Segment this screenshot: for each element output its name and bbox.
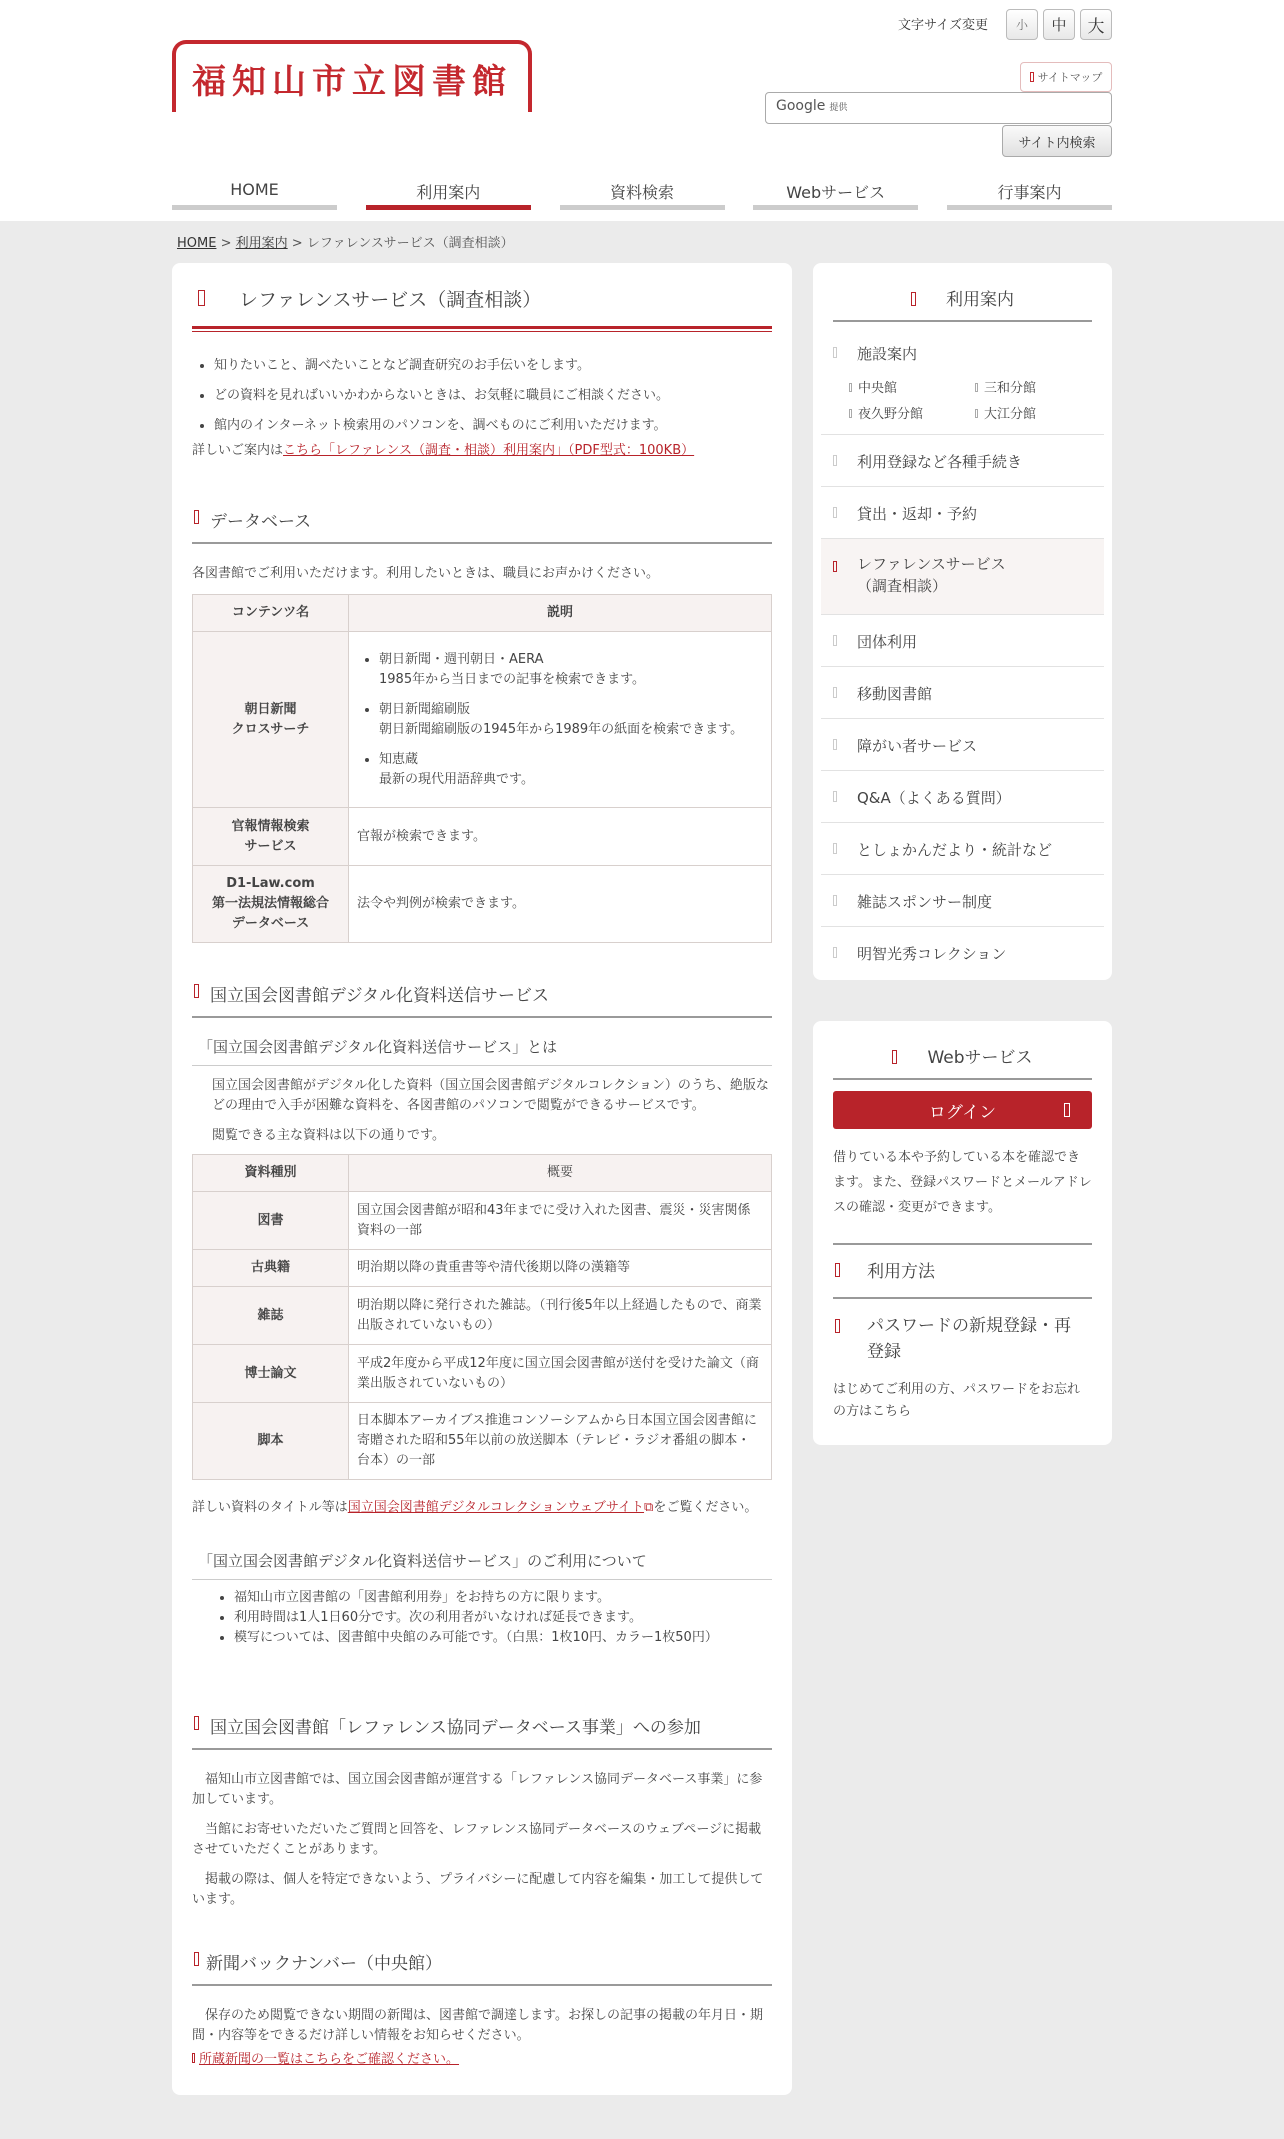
item-icon: [975, 383, 978, 392]
google-label: Google: [776, 98, 826, 114]
intro-list: [192, 351, 772, 441]
sidebar-item-reference[interactable]: レファレンスサービス （調査相談）: [821, 539, 1104, 615]
news-heading: 新聞バックナンバー（中央館）: [192, 1949, 772, 1986]
item-icon: [833, 635, 837, 646]
table-row: [193, 1192, 772, 1250]
ndl-more: 詳しい資料のタイトル等は国立国会図書館デジタルコレクションウェブサイト⧉をご覧ください。: [192, 1500, 758, 1515]
font-medium-button[interactable]: 中: [1043, 9, 1075, 40]
password-desc: はじめてご利用の方、パスワードをお忘れの方はこちら: [833, 1382, 1081, 1419]
list-item: • 知りたいこと、調べたいことなど調査研究のお手伝いをします。: [214, 351, 772, 381]
link-icon: [835, 1263, 840, 1277]
ndl-section: [192, 981, 772, 1648]
item-icon: [833, 947, 837, 958]
breadcrumb-current: レファレンスサービス（調査相談）: [306, 236, 514, 251]
sidebar-item-mobile[interactable]: 移動図書館: [821, 667, 1104, 719]
ndl-usage-list: [192, 1588, 772, 1648]
table-row: [193, 1403, 772, 1480]
nav-home[interactable]: HOME: [172, 176, 337, 210]
table-cell: 雑誌: [193, 1287, 349, 1345]
link-icon: [835, 1319, 840, 1333]
sidebar-item-newsletter[interactable]: としょかんだより・統計など: [821, 823, 1104, 875]
table-cell: 日本脚本アーカイブス推進コンソーシアムから日本国立国会図書館に寄贈された昭和55年以前の放送脚本（テレビ・ラジオ番組の脚本・台本）の一部: [349, 1403, 772, 1480]
ndl-usage-heading: 「国立国会図書館デジタル化資料送信サービス」のご利用について: [192, 1550, 772, 1580]
reference-pdf-link[interactable]: こちら「レファレンス（調査・相談）利用案内」（PDF型式：100KB）: [283, 443, 695, 458]
search-input[interactable]: [765, 92, 1112, 124]
table-cell: 脚本: [193, 1403, 349, 1480]
library-logo[interactable]: [172, 40, 532, 112]
usage-link[interactable]: 利用方法: [833, 1243, 1092, 1299]
table-cell: 明治期以降の貴重書等や清代後期以降の漢籍等: [349, 1250, 772, 1287]
ndl-heading: 国立国会図書館デジタル化資料送信サービス: [192, 981, 772, 1018]
list-item: • 模写については、図書館中央館のみ可能です。（白黒：1枚10円、カラー1枚50円）: [234, 1628, 772, 1648]
web-service-panel: [813, 1021, 1112, 1445]
sitemap-link[interactable]: サイトマップ: [1020, 62, 1112, 92]
title-icon: [911, 292, 916, 306]
doc-icon: [1030, 72, 1034, 82]
news-link-row: [192, 2050, 772, 2070]
table-header: 説明: [349, 595, 772, 632]
heading-icon: [194, 984, 199, 998]
asahi-list: [357, 650, 763, 790]
nav-guide[interactable]: 利用案内: [366, 176, 531, 210]
item-icon: [833, 739, 837, 750]
title-icon: [198, 290, 205, 306]
web-title: Webサービス: [833, 1039, 1092, 1080]
ndl-subheading: 「国立国会図書館デジタル化資料送信サービス」とは: [192, 1036, 772, 1066]
item-icon: [975, 409, 978, 418]
table-cell: 朝日新聞 クロスサーチ: [193, 632, 349, 808]
font-large-button[interactable]: 大: [1080, 9, 1112, 40]
list-item: • 朝日新聞縮刷版 朝日新聞縮刷版の1945年から1989年の紙面を検索できます。: [379, 700, 763, 740]
sidebar-item-faq[interactable]: Q&A（よくある質問）: [821, 771, 1104, 823]
table-row: [193, 1345, 772, 1403]
table-header: コンテンツ名: [193, 595, 349, 632]
sidebar-item-lending[interactable]: 貸出・返却・予約: [821, 487, 1104, 539]
login-button[interactable]: ログイン: [833, 1091, 1092, 1129]
sidebar-item-sponsor[interactable]: 雑誌スポンサー制度: [821, 875, 1104, 927]
sidebar-item-mitsuhide[interactable]: 明智光秀コレクション: [821, 927, 1104, 979]
sidebar-item-group[interactable]: 団体利用: [821, 615, 1104, 667]
table-cell: 官報が検索できます。: [349, 808, 772, 866]
external-link-icon: ⧉: [644, 1500, 654, 1515]
sidebar-item-registration[interactable]: 利用登録など各種手続き: [821, 435, 1104, 487]
table-cell: 古典籍: [193, 1250, 349, 1287]
item-icon: [833, 687, 837, 698]
password-link[interactable]: パスワードの新規登録・再 登録: [833, 1313, 1092, 1365]
nav-events[interactable]: 行事案内: [947, 176, 1112, 210]
global-nav: [172, 176, 1112, 210]
table-cell: 博士論文: [193, 1345, 349, 1403]
list-item: • どの資料を見ればいいかわからないときは、お気軽に職員にご相談ください。: [214, 381, 772, 411]
table-row: [193, 632, 772, 808]
heading-icon: [194, 510, 199, 524]
doc-icon: [192, 2053, 195, 2063]
crd-section: [192, 1713, 772, 1910]
breadcrumb: HOME > 利用案内 > レファレンスサービス（調査相談）: [177, 236, 514, 251]
font-small-button[interactable]: 小: [1006, 9, 1038, 40]
news-desc: 保存のため閲覧できない期間の新聞は、図書館で調達します。お探しの記事の掲載の年月日・期間・内容等をできるだけ詳しい情報をお知らせください。: [192, 2008, 763, 2043]
breadcrumb-guide[interactable]: 利用案内: [235, 236, 288, 251]
item-icon: [833, 561, 837, 572]
logo-text: 福知山市立図書館: [192, 61, 512, 102]
list-item: • 利用時間は1人1日60分です。次の利用者がいなければ延長できます。: [234, 1608, 772, 1628]
crd-heading: 国立国会図書館「レファレンス協同データベース事業」への参加: [192, 1713, 772, 1750]
newspaper-list-link[interactable]: 所蔵新聞の一覧はこちらをご確認ください。: [199, 2052, 460, 2067]
sidebar-guide: [813, 263, 1112, 980]
table-cell: D1-Law.com 第一法規法情報総合 データベース: [193, 866, 349, 943]
item-icon: [833, 507, 837, 518]
heading-icon: [194, 1716, 199, 1730]
nav-search[interactable]: 資料検索: [560, 176, 725, 210]
item-icon: [833, 791, 837, 802]
crd-p1: 福知山市立図書館では、国立国会図書館が運営する「レファレンス協同データベース事業」に参加しています。: [192, 1772, 763, 1807]
ndl-table: [192, 1154, 772, 1480]
list-item: • 福知山市立図書館の「図書館利用券」をお持ちの方に限ります。: [234, 1588, 772, 1608]
list-item: • 館内のインターネット検索用のパソコンを、調べものにご利用いただけます。: [214, 411, 772, 441]
page-title-section: [192, 263, 772, 329]
table-header: 資料種別: [193, 1155, 349, 1192]
heading-icon: [194, 1952, 199, 1966]
sidebar-item-facility[interactable]: 施設案内: [821, 333, 1104, 435]
table-cell: 図書: [193, 1192, 349, 1250]
database-section: [192, 507, 772, 943]
database-table: [192, 594, 772, 943]
crd-p2: 当館にお寄せいただいたご質問と回答を、レファレンス協同データベースのウェブページに掲載させていただくことがあります。: [192, 1822, 762, 1857]
table-cell: [349, 632, 772, 808]
ndl-desc-2: 閲覧できる主な資料は以下の通りです。: [212, 1128, 445, 1143]
ndl-desc: 国立国会図書館がデジタル化した資料（国立国会図書館デジタルコレクション）のうち、絶版などの理由で入手が困難な資料を、各図書館のパソコンで閲覧ができるサービスです。: [212, 1078, 769, 1113]
web-desc: 借りている本や予約している本を確認できます。また、登録パスワードとメールアドレスの確認・変更ができます。: [833, 1150, 1092, 1215]
list-item: • 朝日新聞・週刊朝日・AERA 1985年から当日までの記事を検索できます。: [379, 650, 763, 690]
table-cell: 官報情報検索 サービス: [193, 808, 349, 866]
login-icon: [1064, 1103, 1070, 1117]
news-section: [192, 1949, 772, 2070]
page-title: レファレンスサービス（調査相談）: [192, 263, 772, 329]
table-cell: 法令や判例が検索できます。: [349, 866, 772, 943]
database-heading: データベース: [192, 507, 772, 544]
table-header: 概要: [349, 1155, 772, 1192]
sidebar-title: 利用案内: [833, 281, 1092, 322]
table-cell: 平成2年度から平成12年度に国立国会図書館が送付を受けた論文（商業出版されていないもの）: [349, 1345, 772, 1403]
branch-central[interactable]: 中央館: [849, 377, 897, 396]
intro-section: [192, 351, 772, 461]
item-icon: [833, 347, 837, 358]
font-size-label: 文字サイズ変更: [898, 18, 988, 33]
database-desc: 各図書館でご利用いただけます。利用したいときは、職員にお声かけください。: [192, 566, 659, 581]
table-row: [193, 808, 772, 866]
site-header: [0, 0, 1284, 221]
crd-p3: 掲載の際は、個人を特定できないよう、プライバシーに配慮して内容を編集・加工して提供しています。: [192, 1872, 764, 1907]
table-cell: 国立国会図書館が昭和43年までに受け入れた図書、震災・災害関係資料の一部: [349, 1192, 772, 1250]
title-icon: [892, 1050, 897, 1064]
provided-label: 提供: [829, 103, 848, 113]
ndl-collection-link[interactable]: 国立国会図書館デジタルコレクションウェブサイト: [347, 1500, 645, 1515]
table-row: [193, 1287, 772, 1345]
site-search-button[interactable]: サイト内検索: [1002, 125, 1112, 157]
item-icon: [849, 383, 852, 392]
detail-text: 詳しいご案内はこちら「レファレンス（調査・相談）利用案内」（PDF型式：100KB）: [192, 443, 695, 458]
item-icon: [833, 843, 837, 854]
sidebar-item-accessibility[interactable]: 障がい者サービス: [821, 719, 1104, 771]
branch-oe[interactable]: 大江分館: [975, 403, 1036, 422]
table-cell: 明治期以降に発行された雑誌。（刊行後5年以上経過したもので、商業出版されていないもの）: [349, 1287, 772, 1345]
branch-yakuno[interactable]: 夜久野分館: [849, 403, 923, 422]
item-icon: [833, 455, 837, 466]
branch-miwa[interactable]: 三和分館: [975, 377, 1036, 396]
item-icon: [849, 409, 852, 418]
table-row: [193, 866, 772, 943]
nav-web[interactable]: Webサービス: [753, 176, 918, 210]
list-item: • 知恵蔵 最新の現代用語辞典です。: [379, 750, 763, 790]
main-content: [172, 263, 792, 2095]
item-icon: [833, 895, 837, 906]
table-row: [193, 1250, 772, 1287]
breadcrumb-home[interactable]: HOME: [177, 236, 217, 251]
